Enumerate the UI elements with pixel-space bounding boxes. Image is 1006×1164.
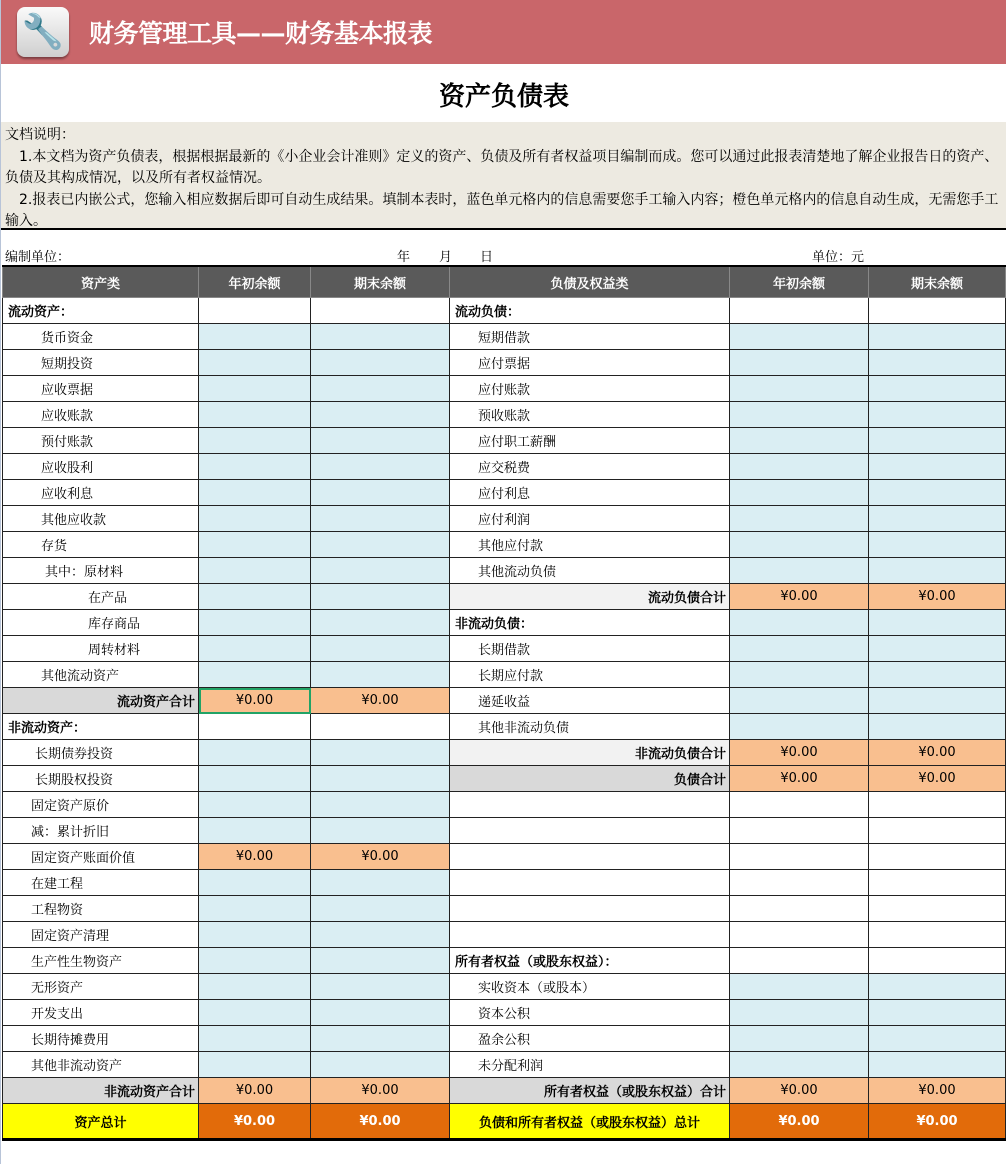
left-label-cell: 开发支出 bbox=[3, 1000, 199, 1026]
right-begin-value bbox=[730, 818, 869, 844]
table-row bbox=[3, 428, 1006, 454]
left-label-cell: 存货 bbox=[3, 532, 199, 558]
left-label-cell: 非流动资产合计 bbox=[3, 1078, 199, 1104]
right-label-cell bbox=[450, 896, 730, 922]
left-end-value[interactable] bbox=[311, 506, 450, 532]
left-begin-value[interactable] bbox=[199, 1000, 311, 1026]
table-row bbox=[3, 636, 1006, 662]
table-row bbox=[3, 688, 1006, 714]
right-label-cell: 所有者权益（或股东权益）合计 bbox=[450, 1078, 730, 1104]
table-row bbox=[3, 610, 1006, 636]
right-end-value[interactable] bbox=[869, 532, 1006, 558]
right-end-value: ¥0.00 bbox=[869, 1078, 1006, 1104]
left-begin-value[interactable] bbox=[199, 402, 311, 428]
table-row bbox=[3, 740, 1006, 766]
right-begin-value[interactable] bbox=[730, 402, 869, 428]
right-end-value[interactable] bbox=[869, 1026, 1006, 1052]
left-label-cell: 长期股权投资 bbox=[3, 766, 199, 792]
left-begin-value[interactable] bbox=[199, 792, 311, 818]
right-label-cell: 其他应付款 bbox=[450, 532, 730, 558]
left-end-value[interactable] bbox=[311, 870, 450, 896]
table-row bbox=[3, 480, 1006, 506]
left-end-value[interactable] bbox=[311, 558, 450, 584]
table-row bbox=[3, 402, 1006, 428]
right-begin-value bbox=[730, 896, 869, 922]
left-end-value: ¥0.00 bbox=[311, 844, 450, 870]
balance-sheet-table bbox=[2, 265, 1006, 1141]
right-label-cell: 其他非流动负债 bbox=[450, 714, 730, 740]
right-begin-value[interactable] bbox=[730, 558, 869, 584]
left-end-value[interactable] bbox=[311, 428, 450, 454]
right-label-cell bbox=[450, 922, 730, 948]
left-label-cell: 库存商品 bbox=[3, 610, 199, 636]
left-end-value: ¥0.00 bbox=[311, 1104, 450, 1140]
left-begin-value[interactable] bbox=[199, 948, 311, 974]
left-label-cell: 其他非流动资产 bbox=[3, 1052, 199, 1078]
left-label-cell: 周转材料 bbox=[3, 636, 199, 662]
left-end-value[interactable] bbox=[311, 350, 450, 376]
right-label-cell: 负债和所有者权益（或股东权益）总计 bbox=[450, 1104, 730, 1140]
right-end-value[interactable] bbox=[869, 610, 1006, 636]
right-end-value bbox=[869, 792, 1006, 818]
left-begin-value[interactable] bbox=[199, 350, 311, 376]
right-end-value bbox=[869, 922, 1006, 948]
left-end-value[interactable] bbox=[311, 636, 450, 662]
left-end-value[interactable] bbox=[311, 402, 450, 428]
right-begin-value: ¥0.00 bbox=[730, 766, 869, 792]
right-end-value[interactable] bbox=[869, 714, 1006, 740]
right-begin-value bbox=[730, 844, 869, 870]
left-label-cell: 应收股利 bbox=[3, 454, 199, 480]
app-title: 财务管理工具——财务基本报表 bbox=[89, 19, 433, 48]
right-label-cell: 其他流动负债 bbox=[450, 558, 730, 584]
left-label-cell: 应收账款 bbox=[3, 402, 199, 428]
left-end-value[interactable] bbox=[311, 376, 450, 402]
right-label-cell: 未分配利润 bbox=[450, 1052, 730, 1078]
left-label-cell: 其中：原材料 bbox=[3, 558, 199, 584]
right-label-cell: 所有者权益（或股东权益）： bbox=[450, 948, 730, 974]
left-begin-value[interactable] bbox=[199, 636, 311, 662]
right-begin-value[interactable] bbox=[730, 974, 869, 1000]
left-label-cell: 货币资金 bbox=[3, 324, 199, 350]
left-begin-value[interactable] bbox=[199, 324, 311, 350]
right-end-value[interactable] bbox=[869, 558, 1006, 584]
table-header-row bbox=[3, 266, 1006, 298]
left-label-cell: 应收利息 bbox=[3, 480, 199, 506]
left-end-value[interactable] bbox=[311, 1052, 450, 1078]
left-begin-value[interactable] bbox=[199, 740, 311, 766]
right-end-value bbox=[869, 818, 1006, 844]
right-begin-value: ¥0.00 bbox=[730, 584, 869, 610]
table-row bbox=[3, 766, 1006, 792]
table-row bbox=[3, 818, 1006, 844]
left-label-cell: 应收票据 bbox=[3, 376, 199, 402]
left-end-value[interactable] bbox=[311, 974, 450, 1000]
left-label-cell: 生产性生物资产 bbox=[3, 948, 199, 974]
right-begin-value: ¥0.00 bbox=[730, 1078, 869, 1104]
right-label-cell: 实收资本（或股本） bbox=[450, 974, 730, 1000]
right-begin-value: ¥0.00 bbox=[730, 1104, 869, 1140]
left-end-value[interactable] bbox=[311, 480, 450, 506]
table-row bbox=[3, 350, 1006, 376]
description-p2: 2.报表已内嵌公式，您输入相应数据后即可自动生成结果。填制本表时，蓝色单元格内的信息需要您手工输入内容；橙色单元格内的信息自动生成，无需您手工输入。 bbox=[5, 191, 999, 229]
left-end-value bbox=[311, 298, 450, 324]
right-label-cell bbox=[450, 870, 730, 896]
right-begin-value bbox=[730, 792, 869, 818]
right-end-value[interactable] bbox=[869, 350, 1006, 376]
left-begin-value[interactable] bbox=[199, 662, 311, 688]
right-end-value[interactable] bbox=[869, 688, 1006, 714]
table-row bbox=[3, 1000, 1006, 1026]
right-end-value bbox=[869, 896, 1006, 922]
right-label-cell: 预收账款 bbox=[450, 402, 730, 428]
left-begin-value[interactable] bbox=[199, 454, 311, 480]
right-end-value[interactable] bbox=[869, 974, 1006, 1000]
right-end-value[interactable] bbox=[869, 662, 1006, 688]
table-row bbox=[3, 662, 1006, 688]
table-row bbox=[3, 922, 1006, 948]
right-label-cell: 短期借款 bbox=[450, 324, 730, 350]
left-end-value[interactable] bbox=[311, 532, 450, 558]
left-label-cell: 短期投资 bbox=[3, 350, 199, 376]
header-assets-begin: 年初余额 bbox=[199, 266, 311, 298]
right-label-cell: 应付账款 bbox=[450, 376, 730, 402]
description-heading: 文档说明： bbox=[5, 127, 75, 143]
right-begin-value[interactable] bbox=[730, 662, 869, 688]
right-end-value[interactable] bbox=[869, 1000, 1006, 1026]
left-label-cell: 固定资产原价 bbox=[3, 792, 199, 818]
header-banner bbox=[1, 0, 1006, 64]
left-begin-value[interactable] bbox=[199, 766, 311, 792]
table-row bbox=[3, 948, 1006, 974]
right-label-cell: 盈余公积 bbox=[450, 1026, 730, 1052]
left-label-cell: 在建工程 bbox=[3, 870, 199, 896]
left-label-cell: 长期债券投资 bbox=[3, 740, 199, 766]
left-end-value[interactable] bbox=[311, 1026, 450, 1052]
left-label-cell: 流动资产： bbox=[3, 298, 199, 324]
header-liab-end: 期末余额 bbox=[869, 266, 1006, 298]
right-begin-value: ¥0.00 bbox=[730, 740, 869, 766]
table-row bbox=[3, 896, 1006, 922]
right-begin-value[interactable] bbox=[730, 324, 869, 350]
left-label-cell: 减：累计折旧 bbox=[3, 818, 199, 844]
left-end-value[interactable] bbox=[311, 740, 450, 766]
right-label-cell: 应付职工薪酬 bbox=[450, 428, 730, 454]
right-label-cell: 应付利息 bbox=[450, 480, 730, 506]
page-title: 资产负债表 bbox=[438, 82, 569, 112]
left-end-value[interactable] bbox=[311, 948, 450, 974]
wrench-icon: 🔧 bbox=[17, 7, 69, 57]
right-begin-value[interactable] bbox=[730, 688, 869, 714]
left-label-cell: 固定资产清理 bbox=[3, 922, 199, 948]
right-end-value bbox=[869, 844, 1006, 870]
table-row bbox=[3, 870, 1006, 896]
left-label-cell: 其他流动资产 bbox=[3, 662, 199, 688]
description bbox=[1, 122, 1006, 230]
right-end-value[interactable] bbox=[869, 480, 1006, 506]
description-p1: 1.本文档为资产负债表，根据根据最新的《小企业会计准则》定义的资产、负债及所有者权益项目编制而成。您可以通过此报表清楚地了解企业报告日的资产、负债及其构成情况，以及所有者权益情况。 bbox=[5, 148, 999, 186]
left-end-value[interactable] bbox=[311, 324, 450, 350]
table-row bbox=[3, 324, 1006, 350]
right-end-value[interactable] bbox=[869, 402, 1006, 428]
right-end-value[interactable] bbox=[869, 324, 1006, 350]
right-label-cell: 流动负债合计 bbox=[450, 584, 730, 610]
unit-label: 编制单位： bbox=[5, 250, 71, 265]
right-begin-value bbox=[730, 922, 869, 948]
right-label-cell: 非流动负债： bbox=[450, 610, 730, 636]
table-row bbox=[3, 506, 1006, 532]
table-row bbox=[3, 1026, 1006, 1052]
table-row bbox=[3, 584, 1006, 610]
left-end-value[interactable] bbox=[311, 662, 450, 688]
right-begin-value[interactable] bbox=[730, 636, 869, 662]
right-label-cell bbox=[450, 844, 730, 870]
right-begin-value[interactable] bbox=[730, 532, 869, 558]
header-liabilities: 负债及权益类 bbox=[450, 266, 730, 298]
left-begin-value bbox=[199, 714, 311, 740]
left-begin-value[interactable] bbox=[199, 610, 311, 636]
right-end-value bbox=[869, 948, 1006, 974]
right-end-value bbox=[869, 298, 1006, 324]
left-begin-value[interactable] bbox=[199, 974, 311, 1000]
right-label-cell: 应付票据 bbox=[450, 350, 730, 376]
right-begin-value[interactable] bbox=[730, 610, 869, 636]
right-label-cell: 递延收益 bbox=[450, 688, 730, 714]
right-end-value[interactable] bbox=[869, 428, 1006, 454]
table-row bbox=[3, 714, 1006, 740]
right-begin-value[interactable] bbox=[730, 350, 869, 376]
right-label-cell: 长期借款 bbox=[450, 636, 730, 662]
table-row bbox=[3, 974, 1006, 1000]
table-row bbox=[3, 792, 1006, 818]
table-row bbox=[3, 376, 1006, 402]
right-begin-value bbox=[730, 298, 869, 324]
table-row bbox=[3, 1104, 1006, 1140]
left-label-cell: 资产总计 bbox=[3, 1104, 199, 1140]
left-begin-value[interactable] bbox=[199, 480, 311, 506]
right-end-value[interactable] bbox=[869, 454, 1006, 480]
left-begin-value[interactable] bbox=[199, 506, 311, 532]
table-row bbox=[3, 1078, 1006, 1104]
table-row bbox=[3, 454, 1006, 480]
left-begin-value: ¥0.00 bbox=[199, 1104, 311, 1140]
header-assets: 资产类 bbox=[3, 266, 199, 298]
table-row bbox=[3, 1052, 1006, 1078]
right-label-cell: 资本公积 bbox=[450, 1000, 730, 1026]
left-end-value: ¥0.00 bbox=[311, 688, 450, 714]
right-end-value: ¥0.00 bbox=[869, 584, 1006, 610]
month-label: 月 bbox=[439, 250, 453, 265]
table-row bbox=[3, 298, 1006, 324]
left-begin-value[interactable] bbox=[199, 922, 311, 948]
left-end-value[interactable] bbox=[311, 922, 450, 948]
left-begin-value: ¥0.00 bbox=[199, 1078, 311, 1104]
right-label-cell bbox=[450, 792, 730, 818]
header-liab-begin: 年初余额 bbox=[730, 266, 869, 298]
right-label-cell: 应交税费 bbox=[450, 454, 730, 480]
right-begin-value[interactable] bbox=[730, 480, 869, 506]
left-end-value[interactable] bbox=[311, 766, 450, 792]
left-label-cell: 预付账款 bbox=[3, 428, 199, 454]
left-begin-value[interactable] bbox=[199, 1026, 311, 1052]
left-end-value: ¥0.00 bbox=[311, 1078, 450, 1104]
left-label-cell: 非流动资产： bbox=[3, 714, 199, 740]
left-begin-value[interactable] bbox=[199, 870, 311, 896]
left-begin-value[interactable] bbox=[199, 1052, 311, 1078]
right-begin-value[interactable] bbox=[730, 376, 869, 402]
left-label-cell: 工程物资 bbox=[3, 896, 199, 922]
right-begin-value bbox=[730, 870, 869, 896]
right-begin-value[interactable] bbox=[730, 1000, 869, 1026]
right-label-cell: 负债合计 bbox=[450, 766, 730, 792]
table-row bbox=[3, 558, 1006, 584]
left-end-value[interactable] bbox=[311, 1000, 450, 1026]
right-end-value[interactable] bbox=[869, 506, 1006, 532]
year-label: 年 bbox=[397, 250, 411, 265]
left-end-value[interactable] bbox=[311, 610, 450, 636]
right-begin-value[interactable] bbox=[730, 714, 869, 740]
right-label-cell: 非流动负债合计 bbox=[450, 740, 730, 766]
left-begin-value[interactable]: ¥0.00 bbox=[199, 688, 311, 714]
right-end-value bbox=[869, 870, 1006, 896]
left-begin-value: ¥0.00 bbox=[199, 844, 311, 870]
right-begin-value[interactable] bbox=[730, 428, 869, 454]
table-row bbox=[3, 844, 1006, 870]
right-end-value[interactable] bbox=[869, 636, 1006, 662]
left-begin-value[interactable] bbox=[199, 896, 311, 922]
left-end-value[interactable] bbox=[311, 584, 450, 610]
left-label-cell: 无形资产 bbox=[3, 974, 199, 1000]
left-end-value[interactable] bbox=[311, 896, 450, 922]
right-label-cell: 长期应付款 bbox=[450, 662, 730, 688]
right-begin-value[interactable] bbox=[730, 506, 869, 532]
left-begin-value[interactable] bbox=[199, 376, 311, 402]
right-label-cell: 应付利润 bbox=[450, 506, 730, 532]
left-end-value[interactable] bbox=[311, 792, 450, 818]
right-end-value: ¥0.00 bbox=[869, 766, 1006, 792]
right-begin-value[interactable] bbox=[730, 454, 869, 480]
table-row bbox=[3, 532, 1006, 558]
right-end-value[interactable] bbox=[869, 1052, 1006, 1078]
left-end-value[interactable] bbox=[311, 454, 450, 480]
header-assets-end: 期末余额 bbox=[311, 266, 450, 298]
left-begin-value bbox=[199, 298, 311, 324]
left-label-cell: 固定资产账面价值 bbox=[3, 844, 199, 870]
left-begin-value[interactable] bbox=[199, 532, 311, 558]
right-begin-value[interactable] bbox=[730, 1026, 869, 1052]
left-begin-value[interactable] bbox=[199, 818, 311, 844]
right-label-cell: 流动负债： bbox=[450, 298, 730, 324]
left-label-cell: 在产品 bbox=[3, 584, 199, 610]
left-end-value bbox=[311, 714, 450, 740]
right-begin-value[interactable] bbox=[730, 1052, 869, 1078]
right-end-value: ¥0.00 bbox=[869, 1104, 1006, 1140]
day-label: 日 bbox=[480, 250, 494, 265]
right-end-value: ¥0.00 bbox=[869, 740, 1006, 766]
currency-label: 单位：元 bbox=[812, 250, 865, 265]
left-label-cell: 其他应收款 bbox=[3, 506, 199, 532]
left-end-value[interactable] bbox=[311, 818, 450, 844]
right-label-cell bbox=[450, 818, 730, 844]
left-begin-value[interactable] bbox=[199, 428, 311, 454]
left-label-cell: 流动资产合计 bbox=[3, 688, 199, 714]
left-begin-value[interactable] bbox=[199, 558, 311, 584]
right-begin-value bbox=[730, 948, 869, 974]
left-begin-value[interactable] bbox=[199, 584, 311, 610]
right-end-value[interactable] bbox=[869, 376, 1006, 402]
left-label-cell: 长期待摊费用 bbox=[3, 1026, 199, 1052]
